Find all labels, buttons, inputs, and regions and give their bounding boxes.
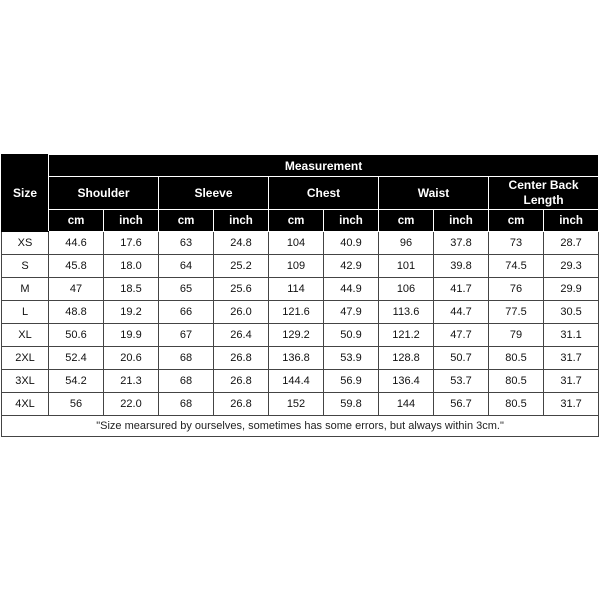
- table-cell: 121.2: [379, 324, 434, 347]
- table-cell: 68: [159, 370, 214, 393]
- table-cell: 44.7: [434, 301, 489, 324]
- unit-header-cm: cm: [49, 210, 104, 232]
- size-label: M: [2, 278, 49, 301]
- size-label: S: [2, 255, 49, 278]
- table-cell: 18.0: [104, 255, 159, 278]
- unit-header-cm: cm: [159, 210, 214, 232]
- size-label: 4XL: [2, 393, 49, 416]
- measurement-note: "Size mearsured by ourselves, sometimes has some errors, but always within 3cm.": [2, 416, 599, 437]
- table-cell: 67: [159, 324, 214, 347]
- table-cell: 37.8: [434, 232, 489, 255]
- table-cell: 65: [159, 278, 214, 301]
- table-cell: 17.6: [104, 232, 159, 255]
- table-row: [2, 324, 599, 347]
- table-cell: 19.9: [104, 324, 159, 347]
- table-cell: 101: [379, 255, 434, 278]
- group-header-chest: Chest: [269, 177, 379, 210]
- unit-header-inch: inch: [214, 210, 269, 232]
- table-cell: 136.8: [269, 347, 324, 370]
- table-cell: 26.8: [214, 393, 269, 416]
- table-cell: 45.8: [49, 255, 104, 278]
- table-cell: 77.5: [489, 301, 544, 324]
- table-cell: 128.8: [379, 347, 434, 370]
- table-cell: 29.3: [544, 255, 599, 278]
- table-cell: 44.6: [49, 232, 104, 255]
- table-cell: 26.8: [214, 347, 269, 370]
- group-header-shoulder: Shoulder: [49, 177, 159, 210]
- table-cell: 114: [269, 278, 324, 301]
- table-cell: 24.8: [214, 232, 269, 255]
- table-row: [2, 232, 599, 255]
- table-cell: 22.0: [104, 393, 159, 416]
- table-row: [2, 347, 599, 370]
- table-cell: 47: [49, 278, 104, 301]
- unit-header-inch: inch: [544, 210, 599, 232]
- table-cell: 109: [269, 255, 324, 278]
- table-cell: 68: [159, 347, 214, 370]
- size-label: XS: [2, 232, 49, 255]
- table-cell: 26.8: [214, 370, 269, 393]
- table-cell: 80.5: [489, 393, 544, 416]
- table-row: [2, 393, 599, 416]
- table-cell: 25.2: [214, 255, 269, 278]
- table-cell: 104: [269, 232, 324, 255]
- table-cell: 80.5: [489, 347, 544, 370]
- table-cell: 21.3: [104, 370, 159, 393]
- table-cell: 79: [489, 324, 544, 347]
- table-cell: 40.9: [324, 232, 379, 255]
- table-cell: 44.9: [324, 278, 379, 301]
- table-row: [2, 278, 599, 301]
- table-cell: 52.4: [49, 347, 104, 370]
- table-cell: 25.6: [214, 278, 269, 301]
- table-cell: 31.1: [544, 324, 599, 347]
- table-cell: 73: [489, 232, 544, 255]
- table-cell: 26.4: [214, 324, 269, 347]
- table-body: [2, 232, 599, 416]
- table-row: [2, 370, 599, 393]
- table-cell: 50.9: [324, 324, 379, 347]
- table-cell: 56: [49, 393, 104, 416]
- table-cell: 80.5: [489, 370, 544, 393]
- table-cell: 76: [489, 278, 544, 301]
- table-cell: 113.6: [379, 301, 434, 324]
- table-cell: 136.4: [379, 370, 434, 393]
- table-cell: 50.6: [49, 324, 104, 347]
- unit-header-cm: cm: [489, 210, 544, 232]
- unit-header-inch: inch: [434, 210, 489, 232]
- table-cell: 29.9: [544, 278, 599, 301]
- size-chart-container: [1, 154, 598, 437]
- table-cell: 31.7: [544, 370, 599, 393]
- table-cell: 144.4: [269, 370, 324, 393]
- size-label: 3XL: [2, 370, 49, 393]
- unit-header-inch: inch: [324, 210, 379, 232]
- table-cell: 96: [379, 232, 434, 255]
- unit-header-cm: cm: [269, 210, 324, 232]
- table-cell: 106: [379, 278, 434, 301]
- table-cell: 28.7: [544, 232, 599, 255]
- table-cell: 48.8: [49, 301, 104, 324]
- table-cell: 20.6: [104, 347, 159, 370]
- note-row: [2, 416, 599, 437]
- table-cell: 68: [159, 393, 214, 416]
- table-cell: 19.2: [104, 301, 159, 324]
- size-label: L: [2, 301, 49, 324]
- unit-header-inch: inch: [104, 210, 159, 232]
- table-row: [2, 301, 599, 324]
- table-cell: 42.9: [324, 255, 379, 278]
- size-label: 2XL: [2, 347, 49, 370]
- table-cell: 41.7: [434, 278, 489, 301]
- size-column-header: Size: [2, 155, 49, 232]
- table-cell: 54.2: [49, 370, 104, 393]
- table-cell: 53.7: [434, 370, 489, 393]
- table-cell: 129.2: [269, 324, 324, 347]
- table-cell: 47.7: [434, 324, 489, 347]
- table-cell: 152: [269, 393, 324, 416]
- group-header-sleeve: Sleeve: [159, 177, 269, 210]
- table-cell: 66: [159, 301, 214, 324]
- size-label: XL: [2, 324, 49, 347]
- header-row-measurement: [2, 155, 599, 177]
- unit-header-cm: cm: [379, 210, 434, 232]
- table-cell: 18.5: [104, 278, 159, 301]
- measurement-header: Measurement: [49, 155, 599, 177]
- table-cell: 56.9: [324, 370, 379, 393]
- table-cell: 63: [159, 232, 214, 255]
- table-cell: 64: [159, 255, 214, 278]
- table-row: [2, 255, 599, 278]
- table-cell: 144: [379, 393, 434, 416]
- header-row-units: [2, 210, 599, 232]
- size-chart-table: [1, 154, 599, 437]
- header-row-groups: [2, 177, 599, 210]
- table-cell: 26.0: [214, 301, 269, 324]
- table-cell: 50.7: [434, 347, 489, 370]
- group-header-waist: Waist: [379, 177, 489, 210]
- table-cell: 59.8: [324, 393, 379, 416]
- table-cell: 53.9: [324, 347, 379, 370]
- table-cell: 47.9: [324, 301, 379, 324]
- table-cell: 31.7: [544, 347, 599, 370]
- table-cell: 31.7: [544, 393, 599, 416]
- table-cell: 56.7: [434, 393, 489, 416]
- table-cell: 121.6: [269, 301, 324, 324]
- table-cell: 74.5: [489, 255, 544, 278]
- group-header-center-back-length: Center Back Length: [489, 177, 599, 210]
- table-cell: 30.5: [544, 301, 599, 324]
- table-cell: 39.8: [434, 255, 489, 278]
